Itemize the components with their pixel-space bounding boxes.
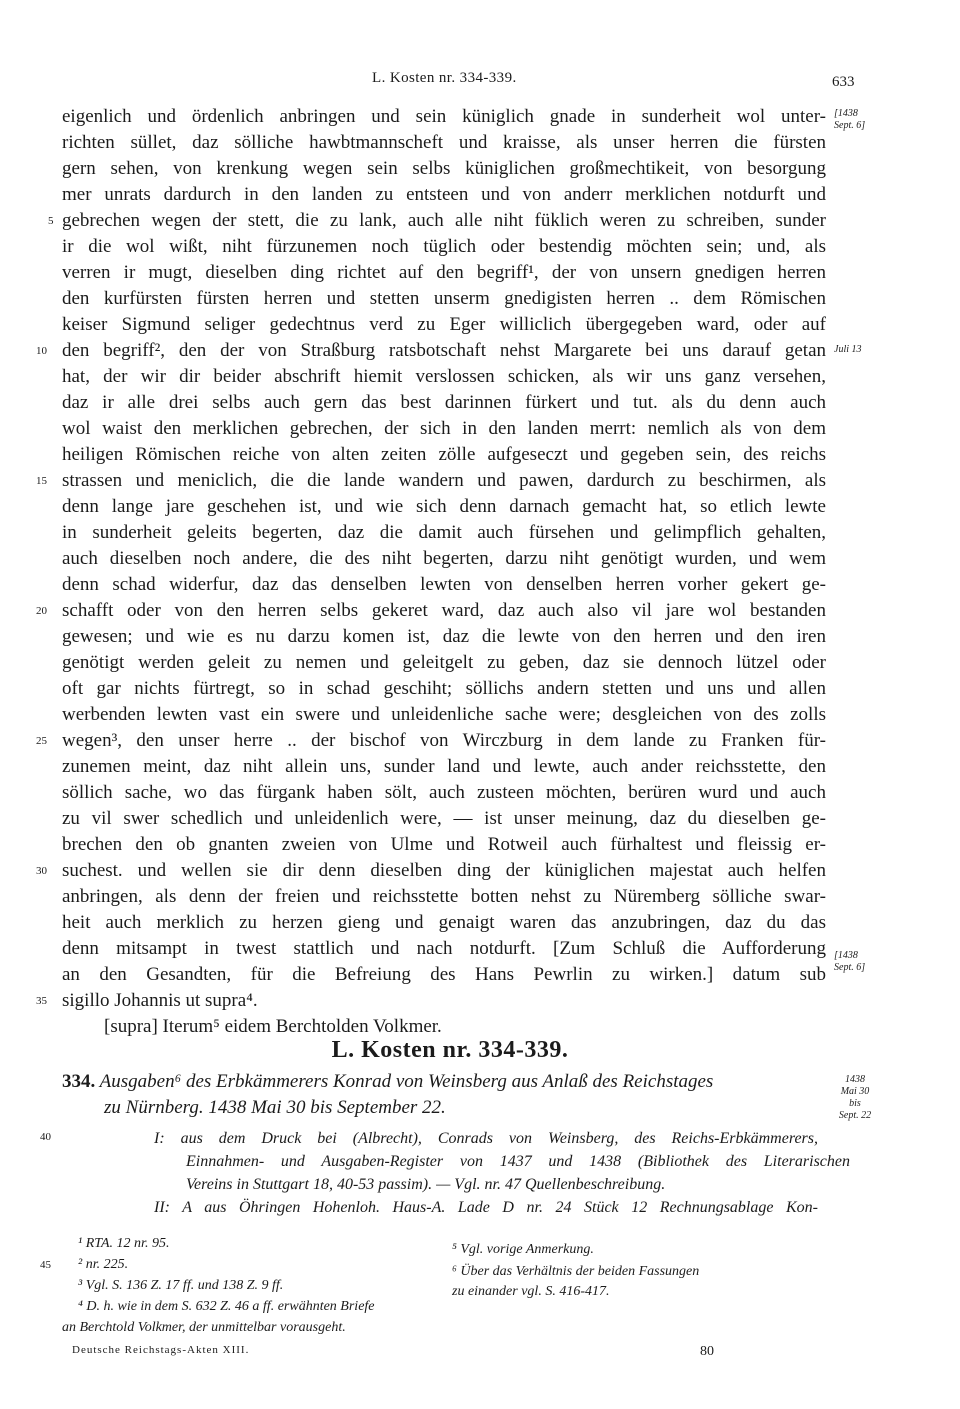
margin-note-year: [1438 — [834, 108, 858, 119]
source-line: I: aus dem Druck bei (Albrecht), Conrads von Weinsberg, des Reichs-Erbkämmerers, — [154, 1130, 818, 1147]
margin-note-date: Sept. 6] — [834, 962, 866, 973]
line-number: 40 — [40, 1131, 51, 1143]
margin-note-date: Sept. 6] — [834, 120, 866, 131]
body-line: [supra] Iterum⁵ eidem Berchtolden Volkmer. — [104, 1016, 442, 1037]
body-line: gebrechen wegen der stett, die zu lank, auch alle niht füklich weren zu schreiben, sunder — [62, 210, 826, 231]
footnote: ⁵ Vgl. vorige Anmerkung. — [452, 1242, 594, 1257]
body-line: zu vil swer schedlich und unleidenlich were, — ist unser meinung, daz du dieselben ge- — [62, 808, 826, 829]
footnote: zu einander vgl. S. 416-417. — [452, 1284, 610, 1299]
line-number: 5 — [48, 215, 54, 227]
date-year: 1438 — [845, 1074, 865, 1085]
imprint: Deutsche Reichstags-Akten XIII. — [72, 1344, 250, 1356]
line-number: 35 — [36, 995, 47, 1007]
entry-number: 334. — [62, 1071, 96, 1092]
body-line: zunemen meint, daz niht allein uns, sunder land und lewte, auch ander reichsstette, den — [62, 756, 826, 777]
entry-title-line — [62, 1069, 822, 1095]
body-line: gern sehen, von krenkung wegen sein selbs küniglichen großmechtikeit, von besorgung — [62, 158, 826, 179]
body-line: auch dieselben noch andere, die des niht begerten, darzu niht genötigt wurden, und wem — [62, 548, 826, 569]
page-number: 633 — [832, 74, 855, 90]
body-line: ir die wol wißt, niht fürzunemen noch tüglich oder bestendig möchten sein; und, als — [62, 236, 826, 257]
body-line: keiser Sigmund seliger gedechtnus verd zu Eger williclich übergegeben ward, oder auf — [62, 314, 826, 335]
footnote: ² nr. 225. — [78, 1257, 129, 1272]
entry-date-margin — [832, 1074, 878, 1122]
footnote: an Berchtold Volkmer, der unmittelbar vorausgeht. — [62, 1320, 346, 1335]
body-line: brechen den ob gnanten zweien von Ulme und Rotweil auch fürhaltest und fleissig er- — [62, 834, 826, 855]
running-title: L. Kosten nr. 334-339. — [372, 70, 517, 86]
body-line: oft gar nichts fürtregt, so in schad geschiht; söllichs andern stetten und uns und allen — [62, 678, 826, 699]
margin-note: Juli 13 — [834, 344, 862, 355]
line-number: 25 — [36, 735, 47, 747]
body-line: in sunderheit geleits begerten, daz die damit auch fürsehen und gelimpflich gehalten, — [62, 522, 826, 543]
margin-note — [834, 108, 865, 132]
line-number: 10 — [36, 345, 47, 357]
body-line: söllich sache, wo das fürgank haben sölt, auch zusteen möchten, berüren wurd und auch — [62, 782, 826, 803]
body-line: verren ir mugt, dieselben ding richtet auf den begriff¹, der von unsern gnedigen herren — [62, 262, 826, 283]
body-line: denn schad widerfur, daz das denselben lewten von denselben herren vorher gekert ge- — [62, 574, 826, 595]
date-start: Mai 30 — [840, 1086, 870, 1097]
body-line: mer unrats dardurch in den landen zu entsteen und von anderr merklichen notdurft und — [62, 184, 826, 205]
line-number: 20 — [36, 605, 47, 617]
source-line: Einnahmen- und Ausgaben-Register von 1437 und 1438 (Bibliothek des Literarischen — [186, 1153, 850, 1170]
line-number: 15 — [36, 475, 47, 487]
margin-note-year: [1438 — [834, 950, 858, 961]
source-line: Vereins in Stuttgart 18, 40-53 passim). — Vgl. nr. 47 Quellenbeschreibung. — [186, 1176, 666, 1193]
entry-title: Ausgaben⁶ des Erbkämmerers Konrad von Weinsberg aus Anlaß des Reichstages — [99, 1071, 714, 1092]
body-line: schafft oder von den herren selbs gekeret ward, daz auch also vil jare wol bestanden — [62, 600, 826, 621]
margin-note — [834, 950, 865, 974]
body-line: strassen und meniclich, die die lande wandern und pawen, dardurch zu beschirmen, als — [62, 470, 826, 491]
body-line: gewesen; und wie es nu darzu komen ist, daz die lewte von den herren und den iren — [62, 626, 826, 647]
footnote: ⁶ Über das Verhältnis der beiden Fassungen — [452, 1264, 700, 1279]
body-line: heit auch merklich zu herzen gieng und genaigt waren das anzubringen, daz du das — [62, 912, 826, 933]
date-bis: bis — [849, 1098, 861, 1109]
section-heading: L. Kosten nr. 334-339. — [331, 1037, 569, 1063]
body-line: denn lange jare geschehen ist, und wie sich denn darnach gemacht hat, so etlich lewte — [62, 496, 826, 517]
running-head — [0, 70, 960, 92]
entry-title-line: zu Nürnberg. 1438 Mai 30 bis September 22. — [104, 1097, 446, 1118]
body-line: an den Gesandten, für die Befreiung des Hans Pewrlin zu wirken.] datum sub — [62, 964, 826, 985]
line-number: 45 — [40, 1259, 51, 1271]
sheet-signature: 80 — [700, 1344, 714, 1359]
line-number: 30 — [36, 865, 47, 877]
body-line: werbenden lewten vast ein swere und unleidenliche sache were; desgleichen von des zolls — [62, 704, 826, 725]
footnote: ⁴ D. h. wie in dem S. 632 Z. 46 a ff. erwähnten Briefe — [78, 1299, 375, 1314]
body-line: eigenlich und ördenlich anbringen und sein küniglich gnade in sunderheit wol unter- — [62, 106, 826, 127]
footnote: ¹ RTA. 12 nr. 95. — [78, 1236, 170, 1251]
body-line: wegen³, den unser herre .. der bischof von Wirczburg in dem lande zu Franken für- — [62, 730, 826, 751]
body-line: richten süllet, daz sölliche hawbtmannscheft und kraisse, als unser herren die fürsten — [62, 132, 826, 153]
body-line: genötigt werden geleit zu nemen und geleitgelt zu geben, daz sie dennoch lützel oder — [62, 652, 826, 673]
footnote: ³ Vgl. S. 136 Z. 17 ff. und 138 Z. 9 ff. — [78, 1278, 284, 1293]
body-line: den begriff², den der von Straßburg ratsbotschaft nehst Margarete bei uns darauf getan — [62, 340, 826, 361]
body-line: denn mitsampt in twest stattlich und nach notdurft. [Zum Schluß die Aufforderung — [62, 938, 826, 959]
body-line: anbringen, als denn der freien und reichsstette botten nehst zu Nüremberg sölliche swar- — [62, 886, 826, 907]
body-line: daz ir alle drei selbs auch gern das best darinnen fürkert und tut. als du denn auch — [62, 392, 826, 413]
body-line: wol waist den merklichen gebrechen, der sich in den landen merrt: nemlich als von dem — [62, 418, 826, 439]
body-line: suchest. und wellen sie dir denn dieselben ding der küniglichen majestat auch helfen — [62, 860, 826, 881]
body-line: hat, der wir dir beider abschrift hiemit verslossen schicken, als wir uns ganz versehen, — [62, 366, 826, 387]
body-line: sigillo Johannis ut supra⁴. — [62, 990, 258, 1011]
body-line: heiligen Römischen reiche von alten zeiten zölle aufgeseczt und gegeben sein, des reichs — [62, 444, 826, 465]
date-end: Sept. 22 — [838, 1110, 872, 1121]
source-line: II: A aus Öhringen Hohenloh. Haus-A. Lade D nr. 24 Stück 12 Rechnungsablage Kon- — [154, 1199, 818, 1216]
body-line: den kurfürsten fürsten herren und stetten unserm gnedigisten herren .. dem Römischen — [62, 288, 826, 309]
